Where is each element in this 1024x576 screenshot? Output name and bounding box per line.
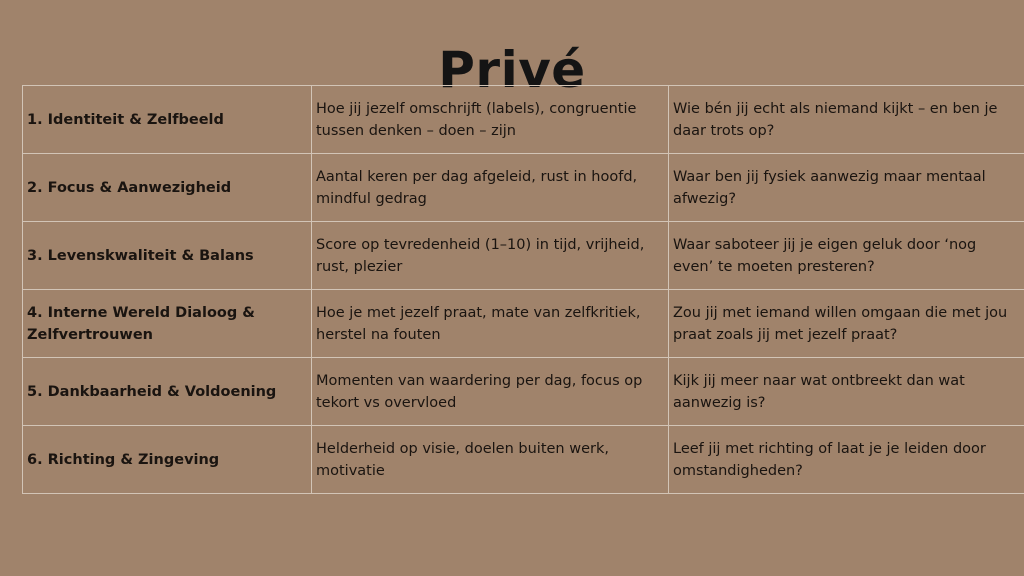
measure-cell: Hoe jij jezelf omschrijft (labels), congruentie tussen denken – doen – zijn: [312, 86, 669, 154]
question-cell: Leef jij met richting of laat je je leiden door omstandigheden?: [669, 426, 1024, 494]
table-row: [23, 154, 1024, 222]
measure-cell: Score op tevredenheid (1–10) in tijd, vrijheid, rust, plezier: [312, 222, 669, 290]
question-cell: Zou jij met iemand willen omgaan die met jou praat zoals jij met jezelf praat?: [669, 290, 1024, 358]
topics-table: [22, 85, 1024, 494]
measure-cell: Helderheid op visie, doelen buiten werk, motivatie: [312, 426, 669, 494]
table-row: [23, 290, 1024, 358]
topic-cell: 5. Dankbaarheid & Voldoening: [23, 358, 312, 426]
measure-cell: Momenten van waardering per dag, focus op tekort vs overvloed: [312, 358, 669, 426]
topic-cell: 2. Focus & Aanwezigheid: [23, 154, 312, 222]
page-title: Privé: [438, 40, 586, 99]
question-cell: Waar ben jij fysiek aanwezig maar mentaal afwezig?: [669, 154, 1024, 222]
topic-cell: 3. Levenskwaliteit & Balans: [23, 222, 312, 290]
table-row: [23, 86, 1024, 154]
table-row: [23, 222, 1024, 290]
measure-cell: Aantal keren per dag afgeleid, rust in hoofd, mindful gedrag: [312, 154, 669, 222]
topic-cell: 6. Richting & Zingeving: [23, 426, 312, 494]
question-cell: Waar saboteer jij je eigen geluk door ‘nog even’ te moeten presteren?: [669, 222, 1024, 290]
table-row: [23, 426, 1024, 494]
topic-cell: 4. Interne Wereld Dialoog & Zelfvertrouwen: [23, 290, 312, 358]
measure-cell: Hoe je met jezelf praat, mate van zelfkritiek, herstel na fouten: [312, 290, 669, 358]
question-cell: Wie bén jij echt als niemand kijkt – en ben je daar trots op?: [669, 86, 1024, 154]
topic-cell: 1. Identiteit & Zelfbeeld: [23, 86, 312, 154]
question-cell: Kijk jij meer naar wat ontbreekt dan wat aanwezig is?: [669, 358, 1024, 426]
table-row: [23, 358, 1024, 426]
